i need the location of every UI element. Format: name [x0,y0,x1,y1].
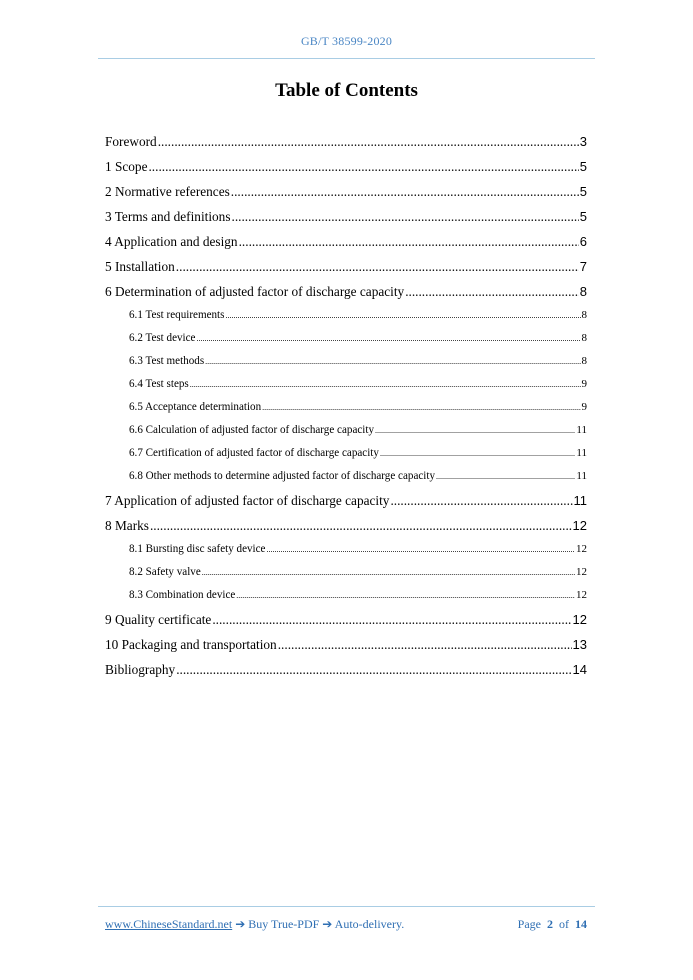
toc-entry-title: 2 Normative references [105,184,230,199]
toc-entry[interactable] [105,401,587,424]
toc-entry[interactable] [105,424,587,447]
dot-leader [239,234,579,250]
dot-leader [375,424,575,436]
page-total: 14 [575,917,587,931]
toc-entry-title: 6 Determination of adjusted factor of discharge capacity [105,284,405,299]
toc-entry-title: 7 Application of adjusted factor of discharge capacity [105,493,390,508]
toc-entry-page: 8 [579,284,587,299]
toc-entry[interactable] [105,332,587,355]
promo-text: ➔ Buy True-PDF ➔ Auto-delivery. [232,917,405,931]
dot-leader [278,637,572,653]
toc-entry-title: 6.6 Calculation of adjusted factor of discharge capacity [129,424,374,436]
toc-entry[interactable] [105,612,587,637]
toc-entry-title: Foreword [105,134,157,149]
dot-leader [190,378,581,390]
toc-entry-page: 12 [576,543,587,555]
toc-entry[interactable] [105,184,587,209]
toc-entry[interactable] [105,355,587,378]
dot-leader [436,470,575,482]
dot-leader [158,134,579,150]
toc-entry-page: 8 [581,332,587,344]
toc-entry[interactable] [105,447,587,470]
dot-leader [197,332,581,344]
toc-entry-title: 6.3 Test methods [129,355,205,367]
page-prefix: Page [517,917,541,931]
dot-leader [262,401,580,413]
toc-entry-page: 11 [576,447,587,459]
toc-entry-page: 5 [579,184,587,199]
toc-entry-title: 6.7 Certification of adjusted factor of discharge capacity [129,447,379,459]
dot-leader [266,543,575,555]
toc-entry-page: 12 [572,518,587,533]
toc-entry-page: 11 [576,470,587,482]
toc-entry-title: 6.5 Acceptance determination [129,401,262,413]
toc-entry-title: 4 Application and design [105,234,238,249]
dot-leader [212,612,571,628]
dot-leader [405,284,579,300]
toc-entry[interactable] [105,566,587,589]
toc-entry-page: 8 [581,355,587,367]
dot-leader [176,662,571,678]
toc-entry[interactable] [105,493,587,518]
dot-leader [390,493,572,509]
toc-entry-title: Bibliography [105,662,176,677]
toc-entry[interactable] [105,470,587,493]
page-title: Table of Contents [275,80,418,101]
toc-entry-title: 8.1 Bursting disc safety device [129,543,266,555]
toc-entry[interactable] [105,543,587,566]
toc-entry-page: 3 [579,134,587,149]
toc-entry-page: 12 [576,566,587,578]
page-current: 2 [547,917,553,931]
toc-entry[interactable] [105,259,587,284]
toc-entry-page: 13 [572,637,587,652]
toc-entry-page: 6 [579,234,587,249]
toc-entry-page: 9 [581,378,587,390]
document-footer [105,917,587,932]
toc-entry-page: 8 [581,309,587,321]
dot-leader [202,566,575,578]
toc-entry-title: 1 Scope [105,159,148,174]
toc-entry[interactable] [105,637,587,662]
table-of-contents [105,134,587,687]
toc-entry[interactable] [105,134,587,159]
dot-leader [380,447,575,459]
toc-entry-page: 11 [573,493,587,508]
toc-entry-page: 12 [576,589,587,601]
toc-entry-title: 6.2 Test device [129,332,196,344]
toc-entry[interactable] [105,284,587,309]
toc-entry-title: 9 Quality certificate [105,612,212,627]
toc-entry[interactable] [105,309,587,332]
dot-leader [232,209,579,225]
footer-promo-line [105,917,404,932]
toc-entry-page: 9 [581,401,587,413]
toc-entry-title: 8.2 Safety valve [129,566,201,578]
toc-entry[interactable] [105,662,587,687]
footer-divider [98,906,595,907]
toc-entry-page: 7 [579,259,587,274]
dot-leader [236,589,575,601]
toc-entry[interactable] [105,378,587,401]
dot-leader [148,159,578,175]
toc-entry-title: 6.4 Test steps [129,378,189,390]
standard-code: GB/T 38599-2020 [300,34,393,48]
document-header [0,34,693,49]
toc-entry-title: 10 Packaging and transportation [105,637,277,652]
toc-entry-title: 8.3 Combination device [129,589,236,601]
toc-entry-page: 12 [572,612,587,627]
toc-entry-title: 6.8 Other methods to determine adjusted factor of discharge capacity [129,470,435,482]
toc-entry-title: 3 Terms and definitions [105,209,231,224]
toc-entry[interactable] [105,209,587,234]
page-indicator [518,917,587,932]
toc-entry-page: 11 [576,424,587,436]
toc-entry-page: 5 [579,159,587,174]
dot-leader [150,518,572,534]
dot-leader [176,259,579,275]
toc-entry-page: 14 [572,662,587,677]
toc-entry-title: 6.1 Test requirements [129,309,225,321]
header-divider [98,58,595,59]
toc-entry[interactable] [105,234,587,259]
dot-leader [231,184,579,200]
toc-entry[interactable] [105,518,587,543]
dot-leader [205,355,580,367]
toc-entry-title: 8 Marks [105,518,149,533]
website-link[interactable]: www.ChineseStandard.net [105,917,233,931]
toc-entry[interactable] [105,589,587,612]
page-of: of [559,917,569,931]
toc-entry[interactable] [105,159,587,184]
toc-entry-page: 5 [579,209,587,224]
dot-leader [225,309,580,321]
toc-entry-title: 5 Installation [105,259,175,274]
